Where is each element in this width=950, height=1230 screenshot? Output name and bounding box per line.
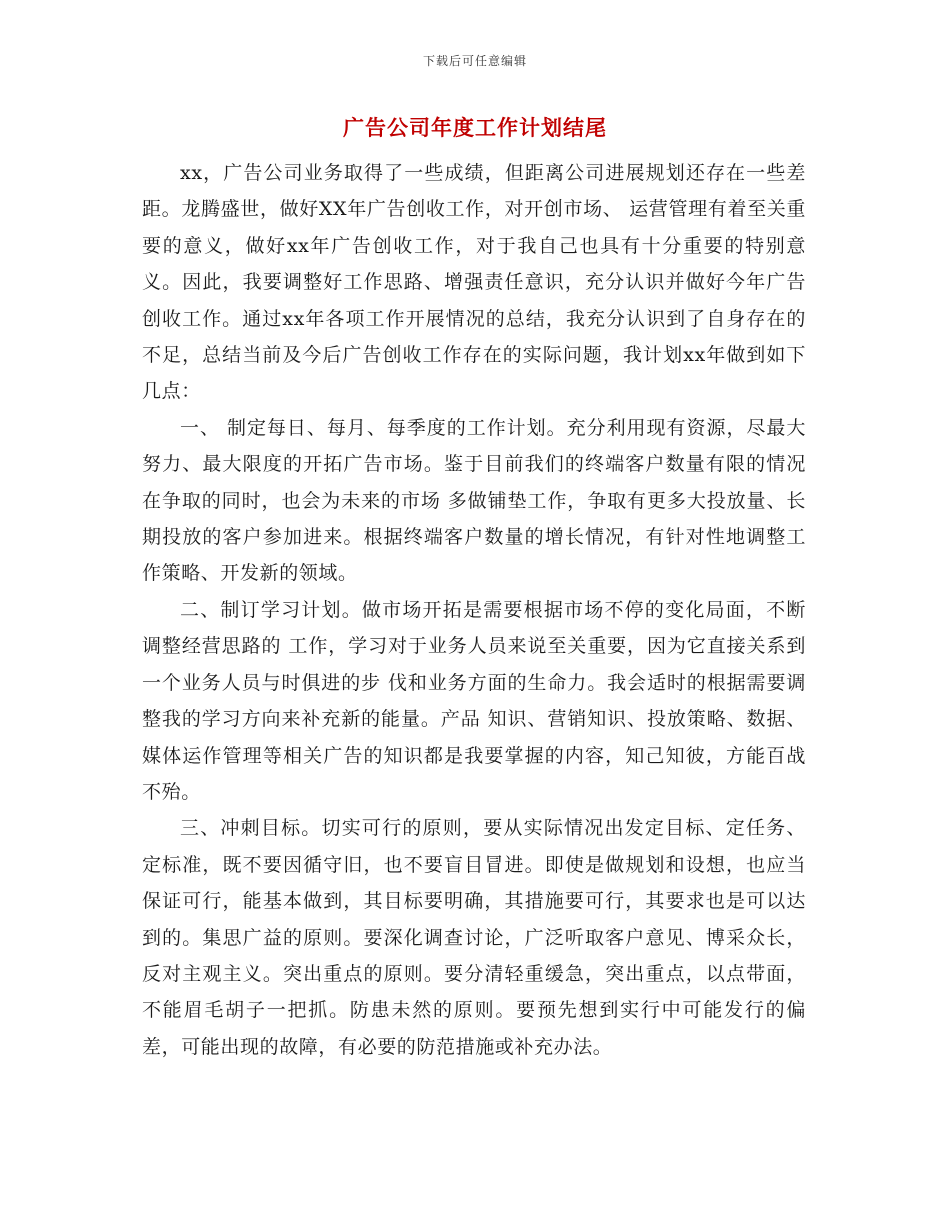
document-body (142, 155, 806, 1065)
paragraph-plan-study: 二、制订学习计划。做市场开拓是需要根据市场不停的变化局面，不断调整经营思路的 工作，学习对于业务人员来说至关重要，因为它直接关系到一个业务人员与时俱进的步 伐和业务方面的生命力。我会适时的根据需要调整我的学习方向来补充新的能量。产品 知识、营销知识、投放策略、数据、媒体运作管理等相关广告的知识都是我要掌握的内容，知己知彼，方能百战不殆。 (142, 598, 806, 803)
header-note: 下载后可任意编辑 (422, 54, 527, 68)
paragraph-plan-goals: 三、冲刺目标。切实可行的原则，要从实际情况出发定目标、定任务、定标准，既不要因循守旧，也不要盲目冒进。即使是做规划和设想，也应当保证可行，能基本做到，其目标要明确，其措施要可行，其要求也是可以达到的。集思广益的原则。要深化调查讨论，广泛听取客户意见、博采众长，反对主观主义。突出重点的原则。要分清轻重缓急，突出重点，以点带面，不能眉毛胡子一把抓。防患未然的原则。要预先想到实行中可能发行的偏差，可能出现的故障，有必要的防范措施或补充办法。 (142, 817, 806, 1058)
paragraph-intro: xx，广告公司业务取得了一些成绩，但距离公司进展规划还存在一些差距。龙腾盛世，做好XX年广告创收工作，对开创市场、 运营管理有着至关重要的意义，做好xx年广告创收工作，对于我自己也具有十分重要的特别意义。因此，我要调整好工作思路、增强责任意识，充分认识并做好今年广告创收工作。通过xx年各项工作开展情况的总结，我充分认识到了自身存在的不足，总结当前及今后广告创收工作存在的实际问题，我计划xx年做到如下几点： (142, 162, 806, 403)
document-title: 广告公司年度工作计划结尾 (343, 115, 607, 140)
paragraph-plan-work: 一、 制定每日、每月、每季度的工作计划。充分利用现有资源，尽最大努力、最大限度的开拓广告市场。鉴于目前我们的终端客户数量有限的情况在争取的同时，也会为未来的市场 多做铺垫工作，争取有更多大投放量、长期投放的客户参加进来。根据终端客户数量的增长情况，有针对性地调整工作策略、开发新的领域。 (142, 416, 806, 585)
